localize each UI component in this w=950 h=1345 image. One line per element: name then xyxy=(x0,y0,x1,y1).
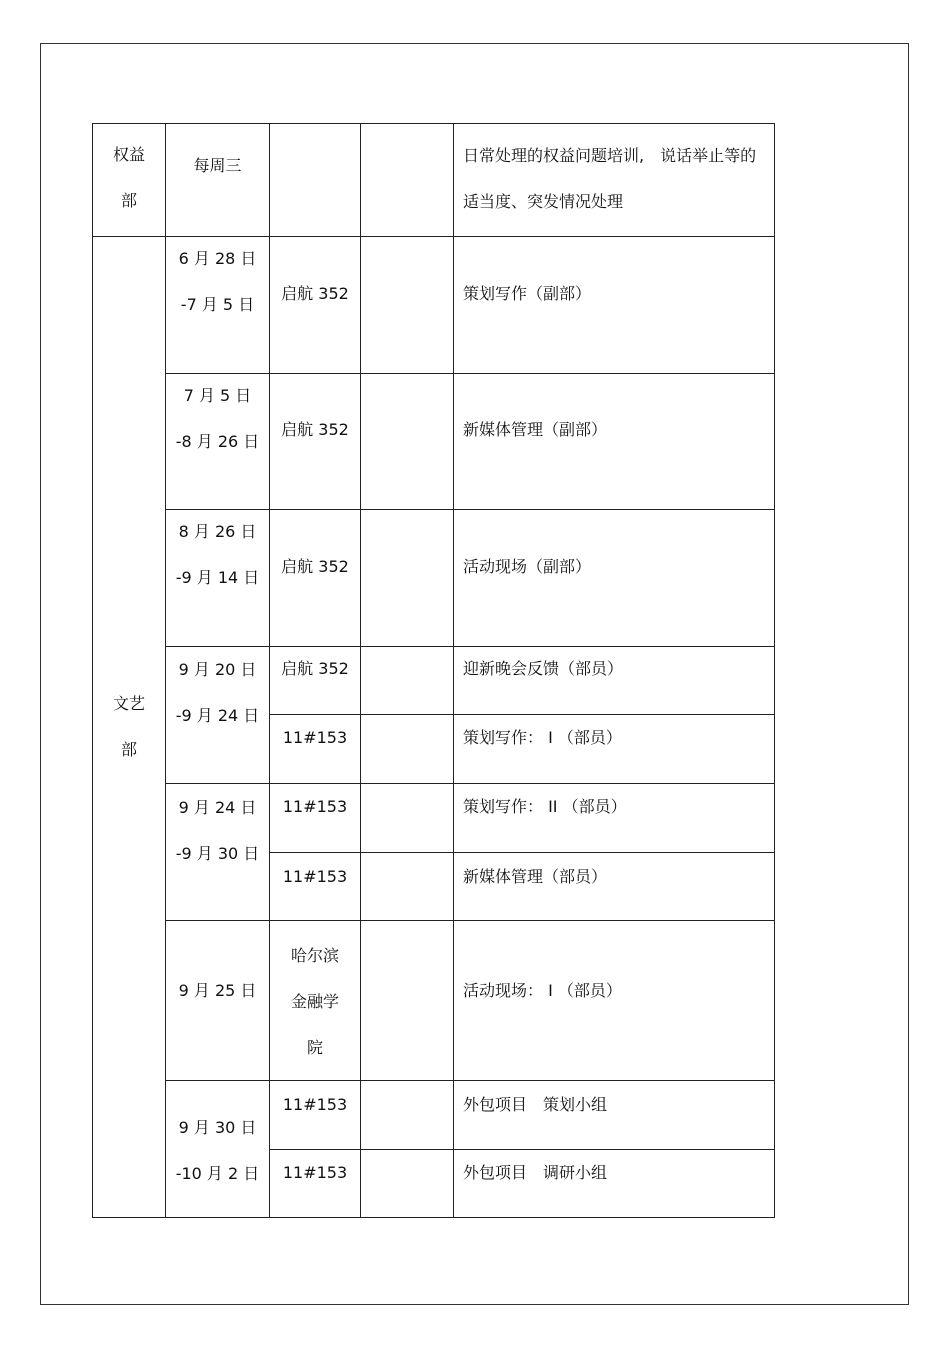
location-cell: 11#153 xyxy=(270,853,361,921)
content-cell: 活动现场（副部） xyxy=(454,510,775,647)
table-row xyxy=(93,510,775,647)
table-row xyxy=(93,647,775,715)
date-cell: 9 月 20 日 -9 月 24 日 xyxy=(166,647,270,784)
content-cell: 新媒体管理（副部） xyxy=(454,374,775,510)
blank-cell xyxy=(361,715,454,784)
blank-cell xyxy=(361,647,454,715)
date-cell: 9 月 30 日 -10 月 2 日 xyxy=(166,1081,270,1218)
blank-cell xyxy=(361,921,454,1081)
content-cell: 迎新晚会反馈（部员） xyxy=(454,647,775,715)
blank-cell xyxy=(361,374,454,510)
blank-cell xyxy=(361,853,454,921)
table-row xyxy=(93,124,775,237)
content-cell: 外包项目 调研小组 xyxy=(454,1150,775,1218)
content-cell: 活动现场： I （部员） xyxy=(454,921,775,1081)
location-cell: 11#153 xyxy=(270,1150,361,1218)
date-cell: 每周三 xyxy=(166,124,270,237)
blank-cell xyxy=(361,510,454,647)
blank-cell xyxy=(361,124,454,237)
content-cell: 策划写作（副部） xyxy=(454,237,775,374)
content-cell: 策划写作： I （部员） xyxy=(454,715,775,784)
table-row xyxy=(93,374,775,510)
location-cell: 启航 352 xyxy=(270,510,361,647)
location-cell: 11#153 xyxy=(270,715,361,784)
table-row xyxy=(93,784,775,853)
department-cell: 文艺 部 xyxy=(93,237,166,1218)
training-schedule-table xyxy=(92,123,775,1218)
department-cell: 权益 部 xyxy=(93,124,166,237)
table-row xyxy=(93,921,775,1081)
location-cell: 启航 352 xyxy=(270,374,361,510)
location-cell: 11#153 xyxy=(270,784,361,853)
table-row xyxy=(93,237,775,374)
date-cell: 7 月 5 日 -8 月 26 日 xyxy=(166,374,270,510)
location-cell: 启航 352 xyxy=(270,237,361,374)
blank-cell xyxy=(361,237,454,374)
content-cell: 外包项目 策划小组 xyxy=(454,1081,775,1150)
location-cell: 启航 352 xyxy=(270,647,361,715)
location-cell: 哈尔滨 金融学 院 xyxy=(270,921,361,1081)
content-cell: 日常处理的权益问题培训, 说话举止等的适当度、突发情况处理 xyxy=(454,124,775,237)
blank-cell xyxy=(361,1081,454,1150)
location-cell: 11#153 xyxy=(270,1081,361,1150)
date-cell: 9 月 24 日 -9 月 30 日 xyxy=(166,784,270,921)
location-cell xyxy=(270,124,361,237)
table-row xyxy=(93,1081,775,1150)
date-cell: 6 月 28 日 -7 月 5 日 xyxy=(166,237,270,374)
content-cell: 新媒体管理（部员） xyxy=(454,853,775,921)
blank-cell xyxy=(361,784,454,853)
date-cell: 8 月 26 日 -9 月 14 日 xyxy=(166,510,270,647)
content-cell: 策划写作： II （部员） xyxy=(454,784,775,853)
blank-cell xyxy=(361,1150,454,1218)
date-cell: 9 月 25 日 xyxy=(166,921,270,1081)
